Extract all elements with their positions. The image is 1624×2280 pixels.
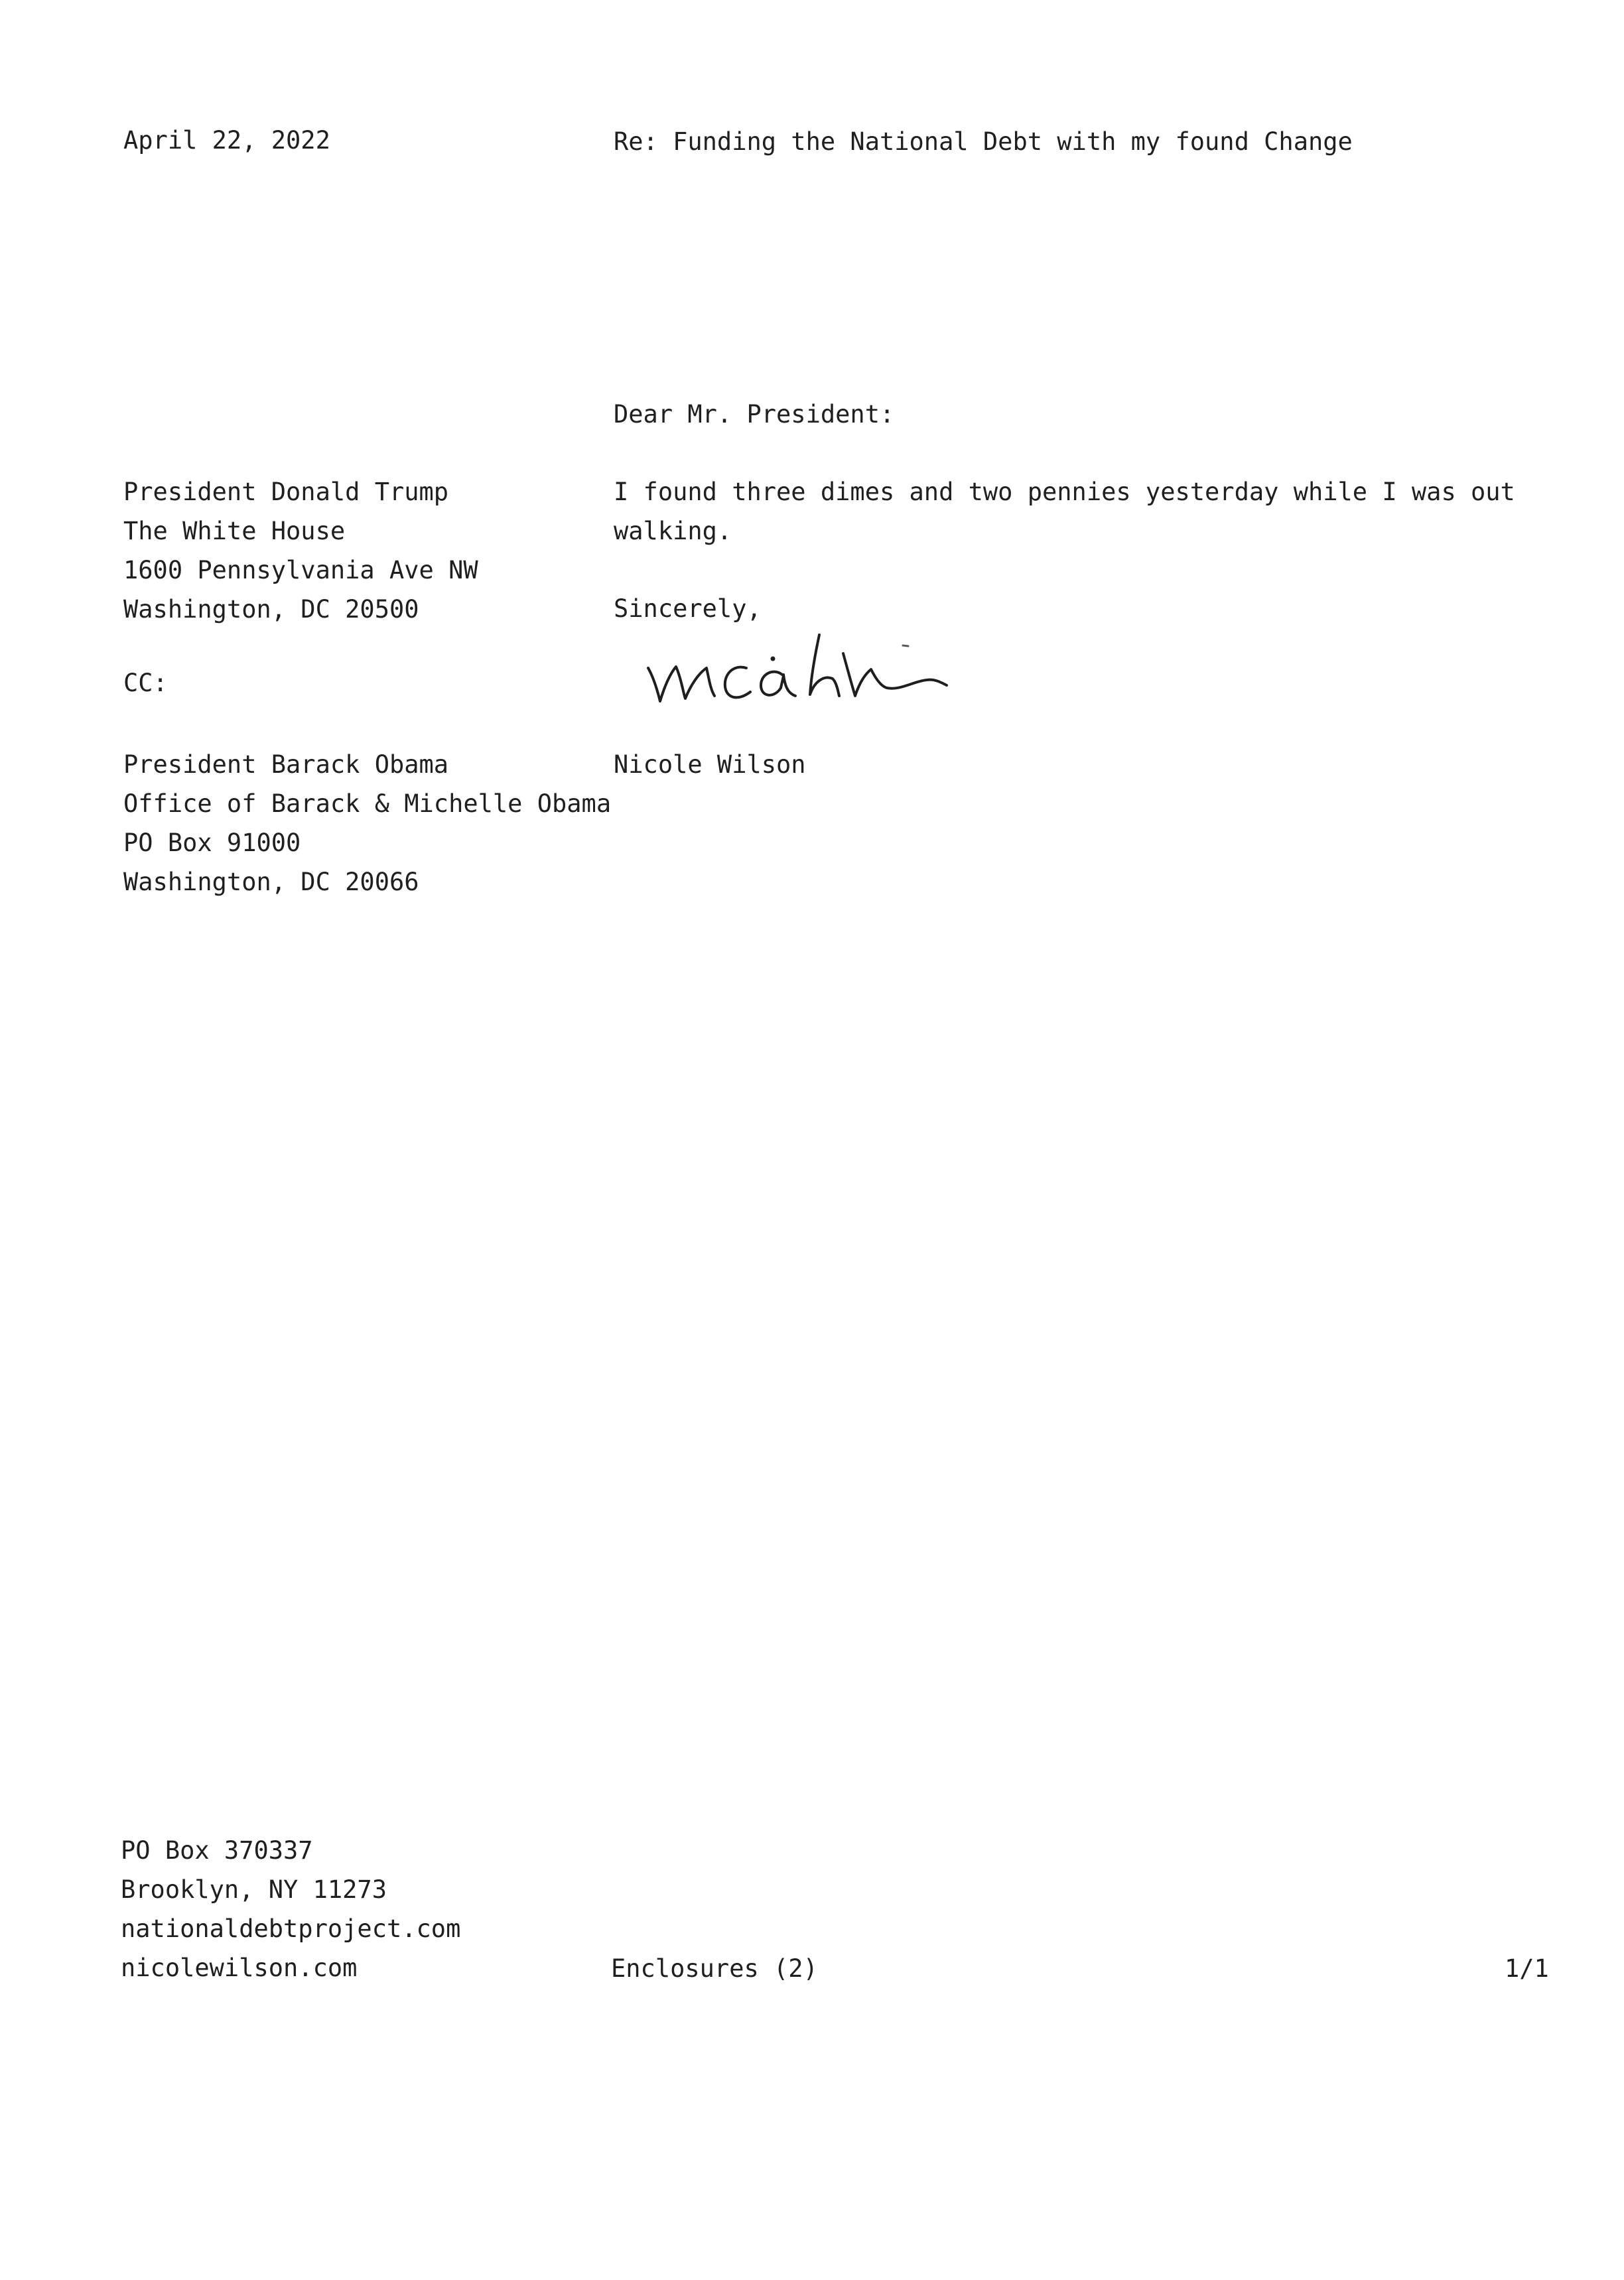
body-line: I found three dimes and two pennies yesterday while I was out <box>614 478 1515 506</box>
letter-date: April 22, 2022 <box>123 126 330 155</box>
recipient-address <box>123 472 478 629</box>
body-line: walking. <box>614 517 732 545</box>
signer-name: Nicole Wilson <box>614 750 806 779</box>
cc-recipient-address <box>123 745 611 902</box>
recipient-city: Washington, DC 20500 <box>123 595 419 624</box>
cc-label: CC: <box>123 669 168 697</box>
closing: Sincerely, <box>614 594 762 623</box>
enclosures-note: Enclosures (2) <box>611 1954 818 1983</box>
cc-recipient-po-box: PO Box 91000 <box>123 829 301 857</box>
letter-subject: Re: Funding the National Debt with my found Change <box>614 127 1353 156</box>
recipient-name: President Donald Trump <box>123 478 449 506</box>
letter-body <box>614 472 1515 551</box>
page-number: 1/1 <box>1505 1954 1549 1983</box>
sender-city: Brooklyn, NY 11273 <box>121 1875 387 1904</box>
salutation: Dear Mr. President: <box>614 400 895 429</box>
recipient-organization: The White House <box>123 517 346 545</box>
sender-website: nicolewilson.com <box>121 1954 358 1982</box>
cc-recipient-office: Office of Barack & Michelle Obama <box>123 789 612 818</box>
sender-address <box>121 1831 460 1987</box>
cc-recipient-city: Washington, DC 20066 <box>123 868 419 896</box>
cc-recipient-name: President Barack Obama <box>123 750 449 779</box>
sender-po-box: PO Box 370337 <box>121 1836 313 1865</box>
recipient-street: 1600 Pennsylvania Ave NW <box>123 556 478 584</box>
sender-website: nationaldebtproject.com <box>121 1914 461 1943</box>
handwritten-signature <box>640 627 952 713</box>
